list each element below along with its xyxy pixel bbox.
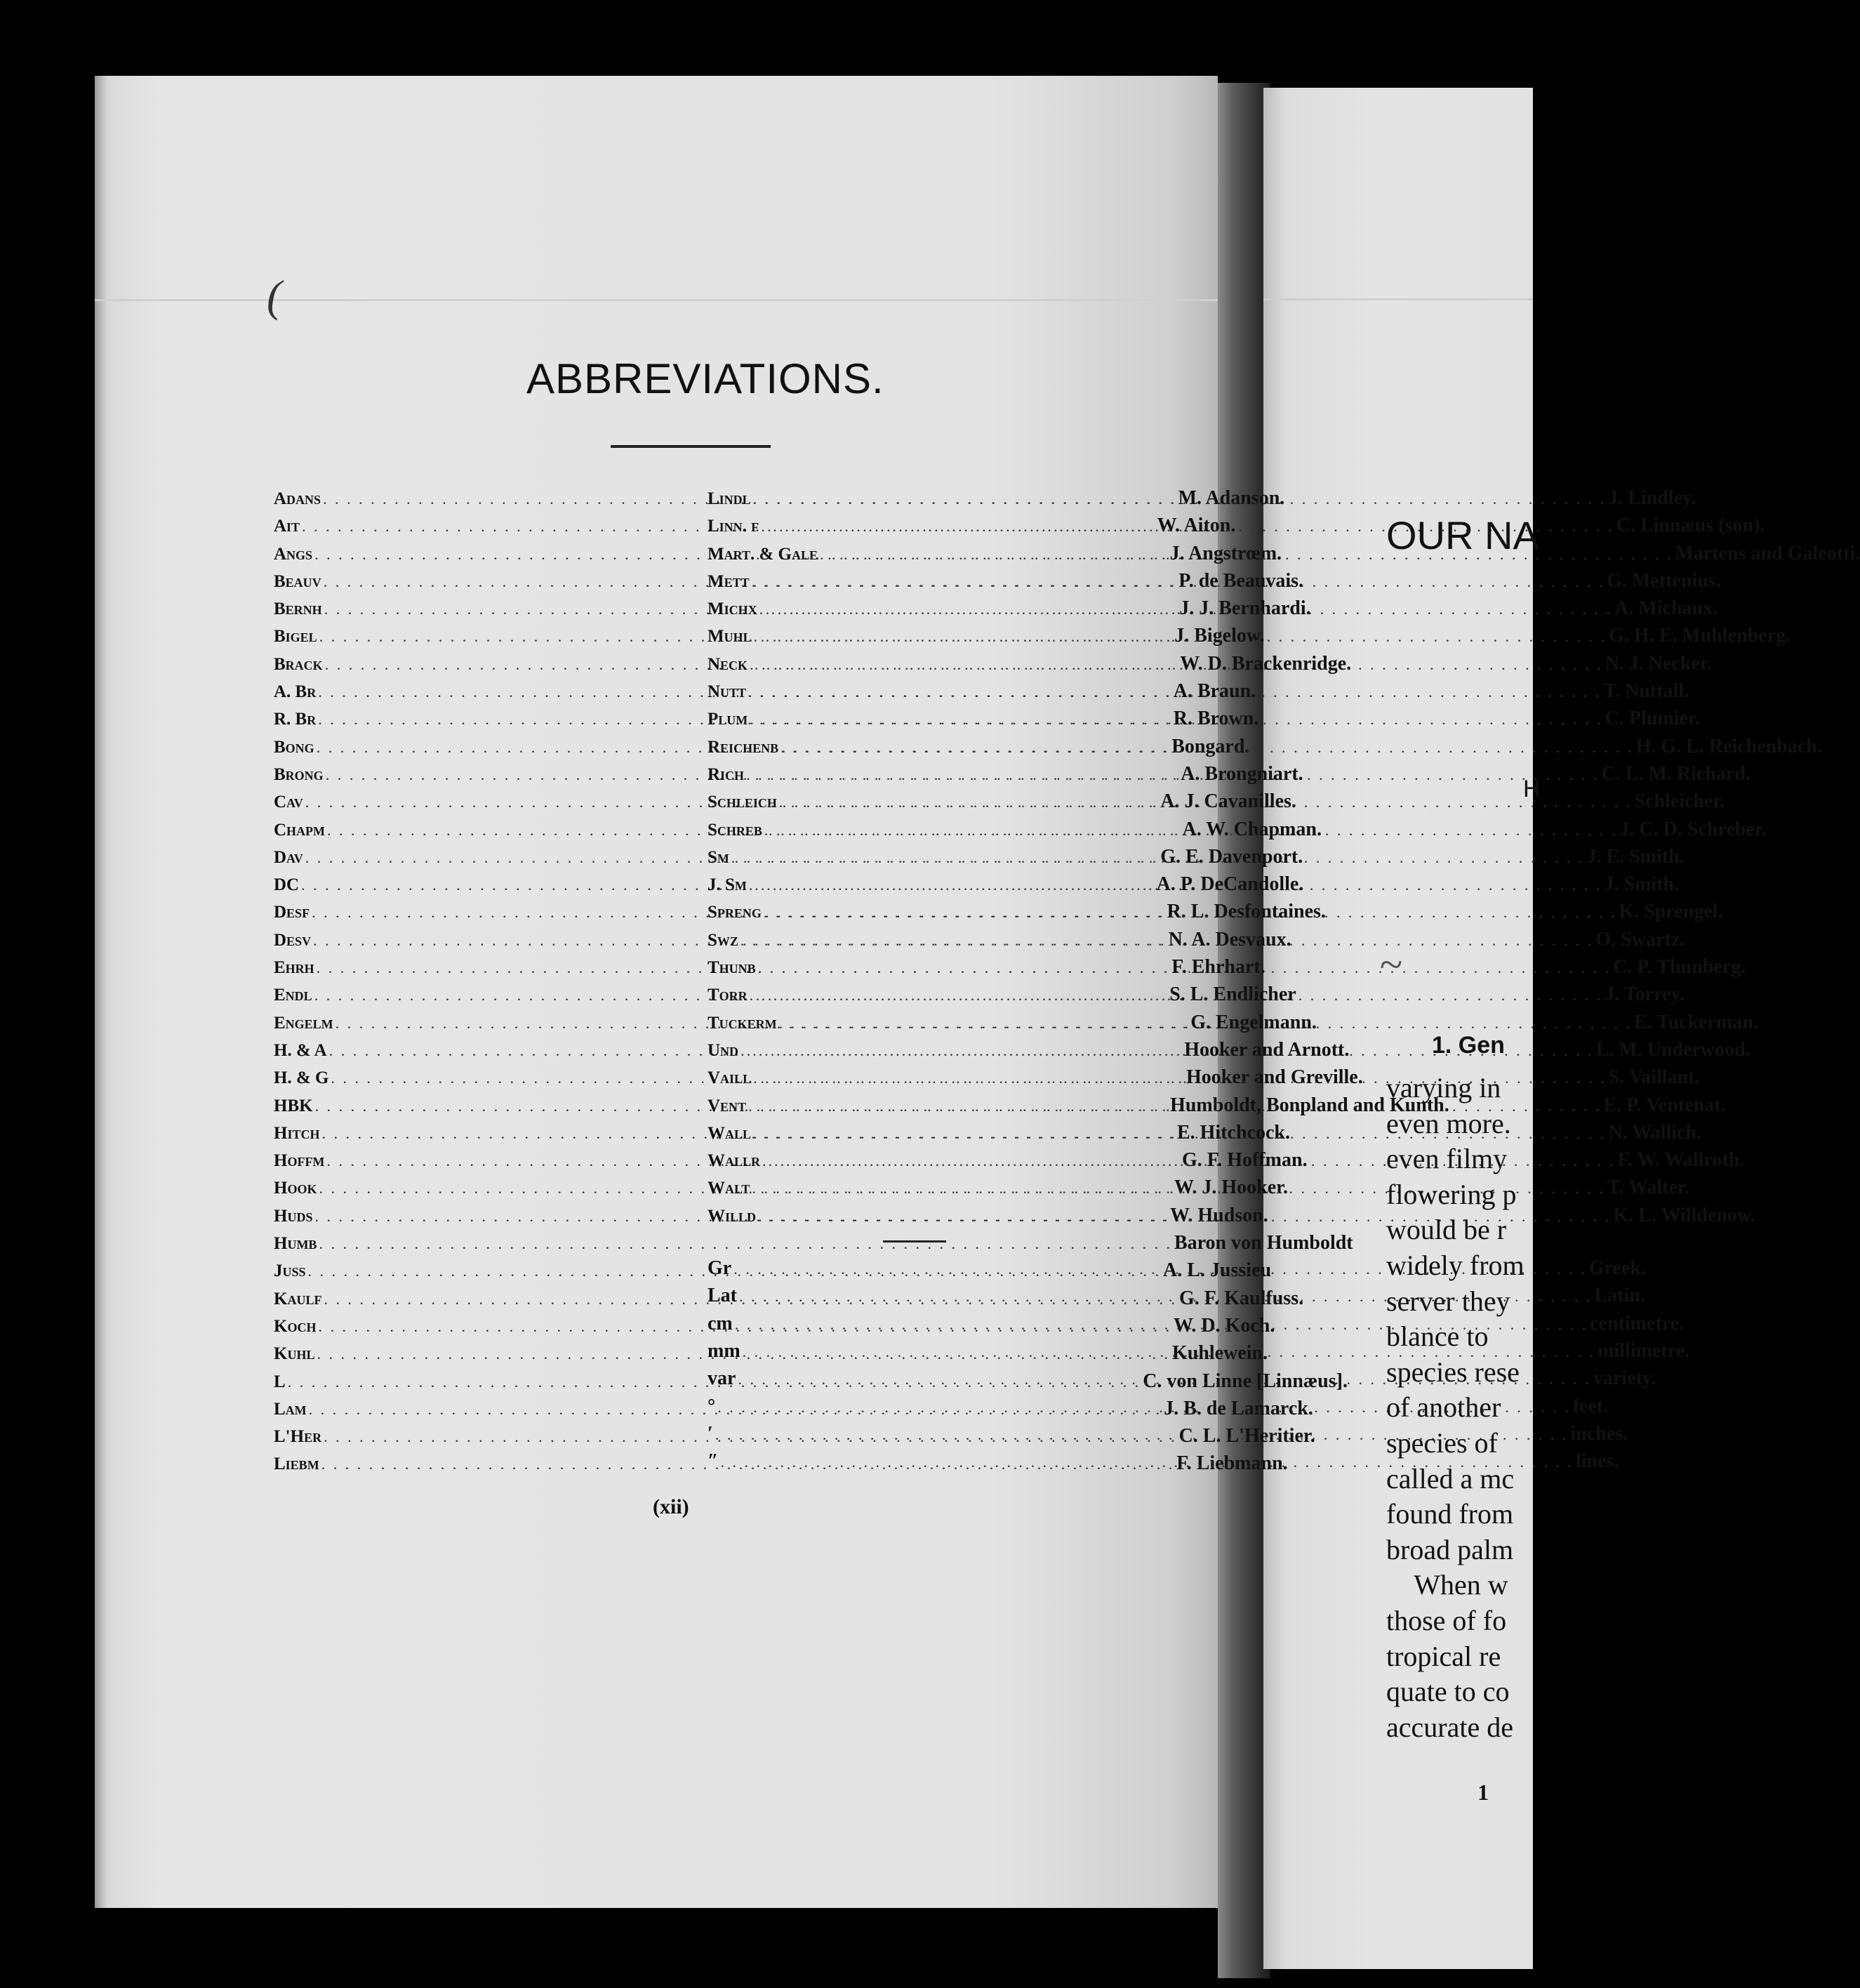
abbreviation-meaning: S. L. Endlicher xyxy=(1169,983,1296,1006)
abbreviation-meaning: Kuhlewein. xyxy=(1171,1342,1268,1365)
chapter-title: OUR NA xyxy=(1386,513,1539,557)
abbreviation-meaning: J. E. Smith. xyxy=(1586,845,1685,868)
abbreviation-meaning: K. Sprengel. xyxy=(1619,901,1723,923)
abbreviation-term: Lat xyxy=(708,1285,737,1307)
abbreviation-meaning: G. F. Kaulfuss. xyxy=(1178,1287,1304,1309)
abbreviation-term: R. Br xyxy=(274,710,317,729)
abbreviation-term: Michx xyxy=(708,599,757,619)
abbreviation-meaning: M. Adanson. xyxy=(1178,487,1285,509)
text-line: species of xyxy=(1386,1426,1498,1459)
abbreviation-term: Rich xyxy=(708,764,745,784)
abbreviation-term: Hook xyxy=(274,1179,317,1198)
abbreviation-meaning: S. Vaillant. xyxy=(1608,1066,1700,1089)
abbreviation-term: Plum xyxy=(708,710,748,729)
abbreviation-meaning: G. E. Davenport. xyxy=(1160,845,1303,868)
right-page-content xyxy=(1263,88,1541,1969)
abbreviation-meaning: A. Michaux. xyxy=(1614,597,1718,620)
abbreviation-entry xyxy=(274,1452,1288,1480)
abbreviation-term: Beauv xyxy=(274,571,321,591)
abbreviation-term: Schreb xyxy=(708,820,762,840)
abbreviation-term: Lam xyxy=(274,1399,307,1419)
abbreviation-entry xyxy=(274,1397,1313,1425)
abbreviation-meaning: J. Lindley. xyxy=(1608,487,1696,509)
abbreviation-meaning: J. Smith. xyxy=(1604,873,1679,896)
abbreviation-meaning: E. Tuckerman. xyxy=(1634,1011,1758,1033)
abbreviation-term: L'Her xyxy=(274,1427,322,1447)
abbreviation-meaning: F. Ehrhart. xyxy=(1171,956,1266,979)
abbreviation-term: Vaill xyxy=(708,1068,752,1088)
abbreviation-entry xyxy=(274,1232,1353,1259)
abbreviation-term: Lindl xyxy=(708,489,751,508)
text-line: broad palm xyxy=(1386,1533,1514,1565)
abbreviation-meaning: C. Plumier. xyxy=(1605,708,1700,730)
abbreviation-term: Swz xyxy=(708,930,738,950)
text-line: called a mc xyxy=(1386,1462,1515,1495)
abbreviation-term: Wallr xyxy=(708,1151,761,1171)
abbreviation-meaning: W. D. Koch. xyxy=(1173,1314,1275,1337)
abbreviation-term: A. Br xyxy=(274,682,317,702)
abbreviation-term: Ait xyxy=(274,517,300,536)
abbreviation-term: mm xyxy=(708,1339,740,1362)
abbreviation-meaning: C. P. Thunberg. xyxy=(1613,956,1746,979)
abbreviation-term: Hoffm xyxy=(274,1151,325,1171)
abbreviation-meaning: J. J. Bernhardi. xyxy=(1179,597,1311,620)
abbreviation-term: Angs xyxy=(274,544,313,564)
text-line: tropical re xyxy=(1386,1640,1501,1672)
abbreviation-meaning: N. Wallich. xyxy=(1608,1121,1702,1144)
abbreviation-term: var xyxy=(708,1367,736,1390)
abbreviation-meaning: Baron von Humboldt xyxy=(1174,1232,1353,1254)
abbreviation-term: Gr xyxy=(708,1257,732,1280)
abbreviation-meaning: millimetre. xyxy=(1597,1339,1690,1362)
abbreviation-term: Desf xyxy=(274,903,310,922)
abbreviation-meaning: G. H. E. Muhlenberg. xyxy=(1609,625,1791,647)
abbreviation-meaning: W. D. Brackenridge. xyxy=(1180,652,1352,675)
abbreviation-term: Dav xyxy=(274,847,303,867)
text-line: server they xyxy=(1386,1285,1510,1317)
abbreviation-meaning: feet. xyxy=(1572,1395,1609,1417)
abbreviation-term: Liebm xyxy=(274,1454,319,1474)
abbreviation-meaning: J. Torrey. xyxy=(1605,983,1685,1006)
abbreviation-term: Cav xyxy=(274,793,303,812)
abbreviation-term: Adans xyxy=(274,489,321,508)
leader-dots xyxy=(820,542,1673,564)
abbreviation-term: Brack xyxy=(274,654,323,674)
abbreviation-term: Desv xyxy=(274,930,312,950)
abbreviation-term: H. & A xyxy=(274,1040,327,1060)
abbreviation-term: Und xyxy=(708,1040,739,1060)
abbreviation-meaning: C. L. L'Heritier. xyxy=(1178,1425,1315,1447)
abbreviation-term: Mett xyxy=(708,571,750,591)
abbreviation-meaning: G. Mettenius. xyxy=(1607,569,1721,592)
text-line: accurate de xyxy=(1386,1711,1513,1743)
abbreviation-meaning: W. J. Hooker. xyxy=(1174,1177,1289,1199)
abbreviation-meaning: inches. xyxy=(1570,1422,1628,1445)
title-rule xyxy=(611,445,771,448)
abbreviation-term: Thunb xyxy=(708,958,756,978)
chapter-subtitle: H xyxy=(1523,776,1541,802)
abbreviation-meaning: P. de Beauvais. xyxy=(1178,569,1304,592)
page-crease xyxy=(95,299,1218,301)
abbreviation-meaning: A. Brongniart. xyxy=(1181,762,1303,785)
abbreviation-meaning: variety. xyxy=(1593,1367,1656,1390)
abbreviation-term: Linn. f xyxy=(708,517,759,536)
abbreviation-term: Muhl xyxy=(708,627,752,647)
abbreviation-term: Vent xyxy=(708,1096,747,1115)
abbreviation-meaning: R. L. Desfontaines. xyxy=(1167,901,1326,923)
abbreviation-meaning: Bongard. xyxy=(1171,735,1250,757)
abbreviation-meaning: Humboldt, Bonpland and Kunth. xyxy=(1170,1094,1449,1116)
abbreviation-term: Endl xyxy=(274,986,312,1005)
text-line: quate to co xyxy=(1386,1676,1510,1708)
abbreviation-term: Huds xyxy=(274,1206,313,1226)
abbreviation-term: Kaulf xyxy=(274,1289,322,1308)
abbreviation-term: Kuhl xyxy=(274,1344,315,1364)
abbreviation-meaning: Greek. xyxy=(1588,1257,1646,1280)
text-line: of another xyxy=(1386,1391,1501,1424)
abbreviation-meaning: W. Aiton. xyxy=(1157,515,1236,537)
abbreviation-meaning: J. Bigelow. xyxy=(1174,625,1265,647)
abbreviation-term: Koch xyxy=(274,1316,317,1336)
abbreviation-meaning: Hooker and Greville. xyxy=(1185,1066,1363,1089)
decorative-flourish: ~ xyxy=(1379,941,1402,988)
abbreviation-meaning: Latin. xyxy=(1594,1285,1645,1307)
abbreviation-term: ° xyxy=(708,1395,716,1417)
text-line: even filmy xyxy=(1386,1143,1508,1175)
abbreviation-meaning: N. A. Desvaux. xyxy=(1168,928,1291,950)
abbreviation-term: Neck xyxy=(708,654,748,674)
abbreviation-term: Reichenb xyxy=(708,737,779,757)
abbreviation-term: Wall xyxy=(708,1123,752,1143)
abbreviation-meaning: A. P. DeCandolle. xyxy=(1156,873,1304,896)
section-heading: 1. Gen xyxy=(1432,1032,1505,1059)
text-line: even more. xyxy=(1386,1107,1511,1139)
abbreviation-term: Bong xyxy=(274,737,314,757)
text-line: flowering p xyxy=(1386,1178,1517,1210)
abbreviation-meaning: J. Angstrœm. xyxy=(1169,542,1282,564)
text-line: varying in xyxy=(1386,1072,1501,1104)
abbreviation-meaning: H. G. L. Reichenbach. xyxy=(1635,735,1822,757)
abbreviation-meaning: N. J. Necker. xyxy=(1605,652,1712,675)
abbreviation-term: Tuckerm xyxy=(708,1013,777,1033)
abbreviation-term: Mart. & Gale xyxy=(708,544,818,564)
abbreviation-term: ′ xyxy=(708,1422,713,1445)
abbreviation-meaning: L. M. Underwood. xyxy=(1595,1038,1751,1061)
abbreviation-meaning: A. L. Jussieu xyxy=(1163,1259,1272,1282)
text-line: would be r xyxy=(1386,1214,1507,1246)
abbreviation-term: Engelm xyxy=(274,1013,333,1033)
page-number: (xii) xyxy=(653,1495,689,1518)
abbreviation-meaning: Martens and Galeotti. xyxy=(1675,542,1860,564)
abbreviation-meaning: J. B. de Lamarck. xyxy=(1164,1397,1313,1419)
abbreviation-meaning: C. von Linne [Linnæus]. xyxy=(1143,1370,1348,1392)
abbreviation-term: Ehrh xyxy=(274,958,314,978)
abbreviation-term: Spreng xyxy=(708,903,762,922)
abbreviation-meaning: G. F. Hoffman. xyxy=(1181,1149,1308,1172)
text-line: When w xyxy=(1386,1569,1508,1601)
abbreviation-meaning: R. Brown. xyxy=(1173,708,1259,730)
abbreviation-entry xyxy=(274,1425,1315,1452)
abbreviation-term: Nutt xyxy=(708,682,747,702)
abbreviation-meaning: T. Nuttall. xyxy=(1603,680,1689,703)
body-text xyxy=(1386,1071,1524,1745)
abbreviation-term: Chapm xyxy=(274,820,326,840)
abbreviation-meaning: Hooker and Arnott. xyxy=(1184,1038,1350,1061)
abbreviation-meaning: W. Hudson. xyxy=(1169,1204,1268,1226)
abbreviation-meaning: J. C. D. Schreber. xyxy=(1619,818,1767,840)
abbreviation-term: Brong xyxy=(274,764,324,784)
text-line: those of fo xyxy=(1386,1604,1507,1636)
page-title: ABBREVIATIONS. xyxy=(526,355,884,402)
abbreviation-term: Torr xyxy=(708,986,748,1005)
abbreviation-meaning: F. W. Wallroth. xyxy=(1617,1149,1745,1172)
abbreviation-meaning: E. P. Ventenat. xyxy=(1603,1094,1726,1116)
abbreviation-term: Juss xyxy=(274,1261,306,1281)
abbreviation-meaning: C. L. M. Richard. xyxy=(1601,762,1751,785)
abbreviation-term: cm xyxy=(708,1312,733,1334)
abbreviation-meaning: G. Engelmann. xyxy=(1190,1011,1317,1033)
abbreviation-meaning: Schleicher. xyxy=(1634,790,1725,813)
text-line: species rese xyxy=(1386,1356,1520,1388)
abbreviation-term: Sm xyxy=(708,847,729,867)
abbreviation-meaning: C. Linnæus (son). xyxy=(1616,515,1765,537)
abbreviation-term: Bernh xyxy=(274,599,322,619)
abbreviation-meaning: A. J. Cavanilles. xyxy=(1160,790,1296,813)
abbreviation-meaning: T. Walter. xyxy=(1607,1177,1689,1199)
pencil-mark: ( xyxy=(267,271,282,321)
abbreviation-term: HBK xyxy=(274,1096,313,1115)
abbreviation-meaning: centimetre. xyxy=(1590,1312,1685,1334)
abbreviation-term: DC xyxy=(274,875,300,895)
text-line: blance to xyxy=(1386,1320,1489,1353)
abbreviation-meaning: O. Swartz. xyxy=(1595,928,1685,950)
abbreviation-term: Willd xyxy=(708,1206,757,1226)
abbreviation-meaning: F. Liebmann. xyxy=(1176,1452,1288,1475)
abbreviation-meaning: K. L. Willdenow. xyxy=(1613,1204,1755,1226)
abbreviation-term: L xyxy=(274,1372,286,1391)
abbreviation-term: Schleich xyxy=(708,793,777,812)
abbreviation-term: Humb xyxy=(274,1234,317,1254)
abbreviation-meaning: E. Hitchcock. xyxy=(1176,1121,1290,1144)
section-separator xyxy=(708,1235,1116,1247)
abbreviation-term: J. Sm xyxy=(708,875,747,895)
abbreviation-term: Hitch xyxy=(274,1123,320,1143)
text-line: widely from xyxy=(1386,1249,1524,1281)
abbreviation-term: Bigel xyxy=(274,627,317,647)
text-line: found from xyxy=(1386,1498,1514,1530)
abbreviation-term: H. & G xyxy=(274,1068,329,1088)
abbreviation-meaning: lines. xyxy=(1575,1450,1619,1473)
abbreviation-term: ″ xyxy=(708,1450,719,1473)
abbreviation-meaning: A. W. Chapman. xyxy=(1182,818,1322,840)
abbreviation-meaning: A. Braun. xyxy=(1173,680,1256,703)
abbreviation-term: Walt xyxy=(708,1179,750,1198)
right-page-number: 1 xyxy=(1477,1780,1489,1805)
